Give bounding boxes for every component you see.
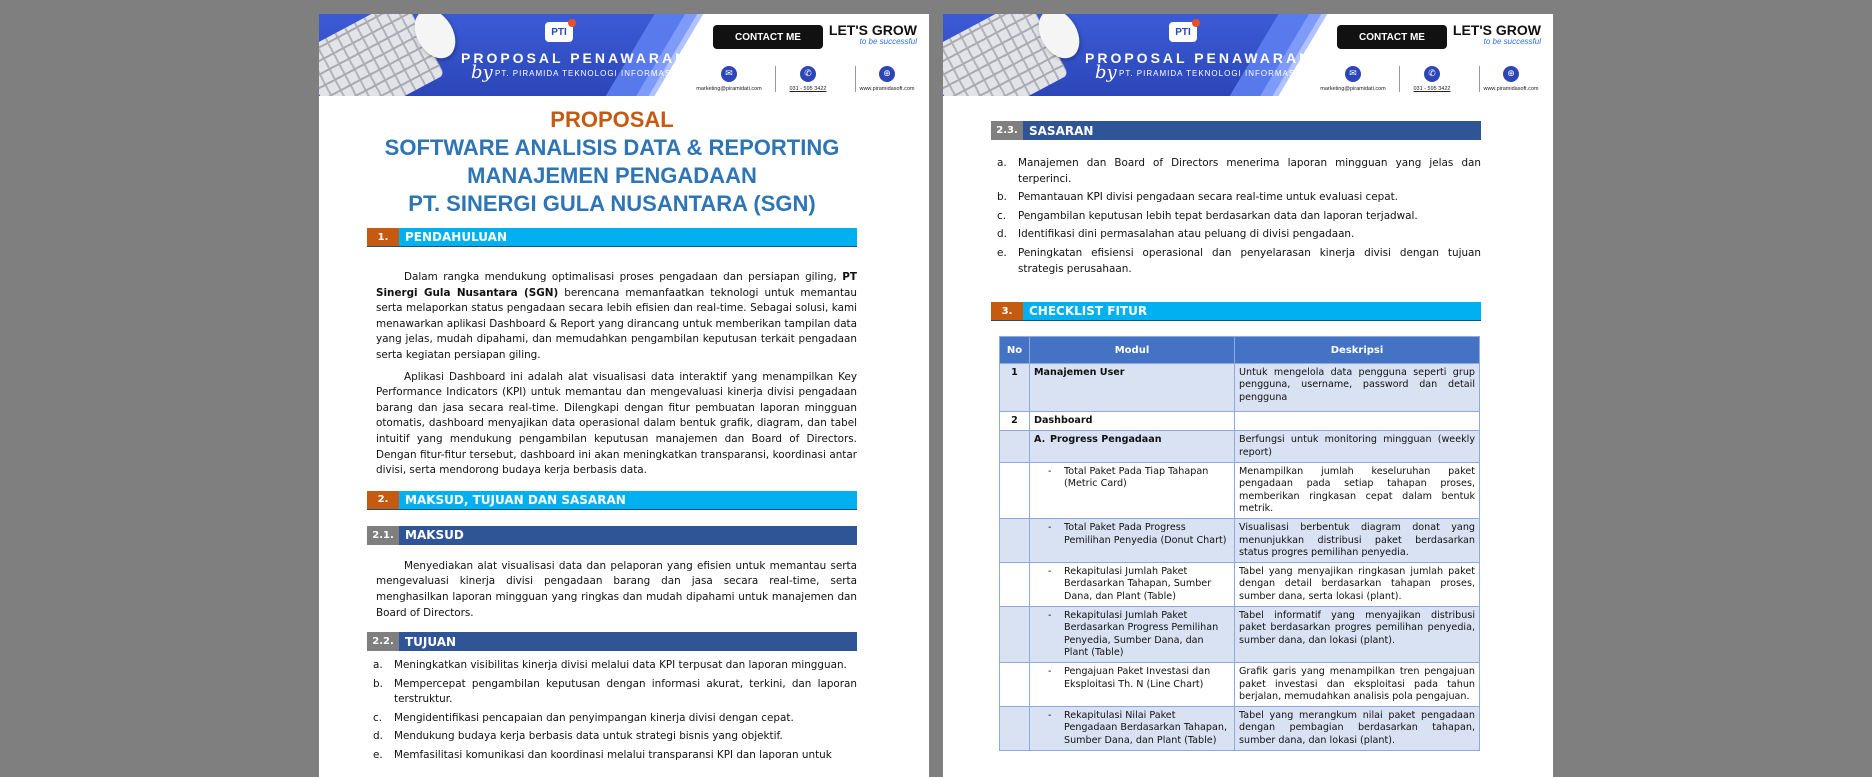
list-marker: c.	[373, 711, 383, 724]
module-name	[1030, 663, 1235, 707]
list-item	[991, 227, 1481, 243]
section-title: SASARAN	[1029, 123, 1094, 138]
list-item	[991, 209, 1481, 225]
list-marker: a.	[373, 659, 383, 672]
row-number: 2	[1000, 412, 1030, 431]
banner-by: by	[1095, 62, 1117, 83]
list-text: Manajemen dan Board of Directors menerima laporan mingguan yang jelas dan terperinci.	[1018, 157, 1481, 185]
module-name	[1030, 607, 1235, 663]
list-text: Mempercepat pengambilan keputusan dengan informasi akurat, terkini, dan laporan terstruktur.	[394, 677, 857, 706]
module-name	[1030, 431, 1235, 463]
globe-icon: ⊕	[879, 66, 895, 82]
text-run: berencana memanfaatkan teknologi untuk memantau serta melaporkan status pengadaan secara lebih efisien dan real-time. Sebagai solusi, kami menawarkan aplikasi Dashboard & Report yang dirancang untuk memberikan tampilan data yang jelas, mudah dipahami, dan memudahkan pengambilan keputusan terkait pengadaan serta kegiatan persiapan giling.	[376, 286, 857, 361]
bullet-dash: -	[1048, 522, 1052, 534]
column-header-deskripsi: Deskripsi	[1235, 337, 1480, 364]
client-name: PT Sinergi Gula Nusantara (SGN)	[376, 271, 857, 299]
module-name	[1030, 563, 1235, 607]
text-run: Dalam rangka mendukung optimalisasi proses pengadaan dan persiapan giling,	[404, 271, 843, 283]
module-name	[1030, 707, 1235, 751]
section-heading-1	[367, 228, 857, 247]
document-title	[367, 106, 857, 218]
section-heading-2-3	[991, 121, 1481, 140]
module-name	[1030, 519, 1235, 563]
table-row	[1000, 663, 1480, 707]
section-title: CHECKLIST FITUR	[1029, 304, 1148, 319]
title-line-3: MANAJEMEN PENGADAAN	[467, 163, 757, 188]
list-item	[991, 190, 1481, 206]
phone-icon: ✆	[1424, 66, 1440, 82]
list-marker: d.	[373, 730, 383, 743]
list-item	[991, 246, 1481, 277]
contact-phone: 031 - 595 3422	[789, 86, 827, 92]
tujuan-list	[367, 658, 857, 764]
list-text: Memfasilitasi komunikasi dan koordinasi melalui transparansi KPI dan laporan untuk	[394, 749, 832, 762]
section-number: 2.2.	[367, 632, 399, 651]
slogan-sub: to be successful	[1483, 37, 1541, 46]
section-heading-2-2	[367, 632, 857, 651]
module-name	[1030, 463, 1235, 519]
section-number: 2.1.	[367, 526, 399, 545]
banner-by: by	[471, 62, 493, 83]
module-description: Untuk mengelola data pengguna seperti grup pengguna, username, password dan detail pengguna	[1235, 364, 1480, 412]
contact-website: www.piramidasoft.com	[859, 86, 915, 92]
table-row	[1000, 463, 1480, 519]
list-item	[367, 658, 857, 674]
module-description: Visualisasi berbentuk diagram donat yang menunjukkan distribusi paket berdasarkan status progres pemilihan penyedia.	[1235, 519, 1480, 563]
section-heading-2-1	[367, 526, 857, 545]
list-marker: b.	[997, 191, 1007, 204]
slogan-sub: to be successful	[859, 37, 917, 46]
list-text: Mengidentifikasi pencapaian dan penyimpangan kinerja divisi dengan cepat.	[394, 711, 794, 724]
list-marker: e.	[997, 246, 1007, 259]
header-banner	[943, 14, 1553, 96]
row-number	[1000, 663, 1030, 707]
sub-module-name: Pengajuan Paket Investasi dan Eksploitasi Th. N (Line Chart)	[1064, 666, 1211, 690]
list-text: Meningkatkan visibilitas kinerja divisi melalui data KPI terpusat dan laporan mingguan.	[394, 659, 847, 672]
row-number	[1000, 519, 1030, 563]
list-text: Pengambilan keputusan lebih tepat berdasarkan data dan laporan terjadwal.	[1018, 209, 1418, 222]
section-heading-2	[367, 491, 857, 510]
title-line-4: PT. SINERGI GULA NUSANTARA (SGN)	[408, 191, 816, 216]
list-item	[367, 748, 857, 764]
header-banner	[319, 14, 929, 96]
intro-paragraph-2: Aplikasi Dashboard ini adalah alat visualisasi data interaktif yang menampilkan Key Performance Indicators (KPI) untuk memantau dan mengevaluasi kinerja divisi pengadaan barang dan jasa secara real-time. Dilengkapi dengan fitur pembuatan laporan mingguan otomatis, dashboard menyajikan data operasional dalam bentuk grafik, diagram, dan tabel intuitif yang mendukung pengambilan keputusan manajemen dan Board of Directors. Dengan fitur-fitur tersebut, dashboard ini akan meningkatkan transparansi, koordinasi antar divisi, serta mendorong budaya kerja berbasis data.	[376, 370, 857, 477]
table-row	[1000, 563, 1480, 607]
bullet-dash: -	[1048, 566, 1052, 578]
contact-me-button[interactable]: CONTACT ME	[1337, 25, 1447, 49]
sub-module-name: Rekapitulasi Jumlah Paket Berdasarkan Progress Pemilihan Penyedia, Sumber Dana, dan Plant (Table)	[1064, 610, 1219, 658]
module-description: Menampilkan jumlah keseluruhan paket pengadaan pada setiap tahapan proses, memberikan ringkasan cepat dalam bentuk metrik.	[1235, 463, 1480, 519]
list-text: Mendukung budaya kerja berbasis data untuk strategi bisnis yang objektif.	[394, 730, 783, 743]
row-number	[1000, 707, 1030, 751]
sub-module-name: Rekapitulasi Nilai Paket Pengadaan Berdasarkan Tahapan, Sumber Dana, dan Plant (Table)	[1064, 710, 1228, 746]
list-marker: d.	[997, 228, 1007, 241]
module-name: Manajemen User	[1030, 364, 1235, 412]
title-line-2: SOFTWARE ANALISIS DATA & REPORTING	[384, 135, 840, 160]
banner-title: PROPOSAL PENAWARAN	[1085, 50, 1313, 66]
module-description: Tabel yang menyajikan ringkasan jumlah paket dengan detail berdasarkan tahapan proses, sumber dana, serta lokasi (plant).	[1235, 563, 1480, 607]
module-description: Grafik garis yang menampilkan tren pengajuan paket investasi dan eksploitasi pada tahun berjalan, memudahkan analisis pola pengajuan.	[1235, 663, 1480, 707]
module-description: Tabel informatif yang menyajikan distribusi paket berdasarkan progres pemilihan penyedia, sumber dana, dan lokasi (plant).	[1235, 607, 1480, 663]
bullet-dash: -	[1048, 610, 1052, 622]
list-item	[367, 711, 857, 727]
document-page-2	[943, 14, 1553, 777]
page2-content	[991, 121, 1481, 751]
sub-module-name: Total Paket Pada Progress Pemilihan Penyedia (Donut Chart)	[1064, 522, 1227, 546]
list-item	[991, 156, 1481, 187]
section-number: 3.	[991, 302, 1023, 320]
company-logo: PTI	[545, 22, 573, 42]
table-row	[1000, 364, 1480, 412]
section-number: 1.	[367, 228, 399, 246]
section-number: 2.3.	[991, 121, 1023, 140]
banner-title: PROPOSAL PENAWARAN	[461, 50, 689, 66]
section-title: MAKSUD, TUJUAN DAN SASARAN	[405, 492, 626, 507]
row-number	[1000, 563, 1030, 607]
module-description	[1235, 412, 1480, 431]
contact-website: www.piramidasoft.com	[1483, 86, 1539, 92]
row-number	[1000, 463, 1030, 519]
slogan-main: LET'S GROW	[1452, 22, 1541, 38]
email-icon: ✉	[1345, 66, 1361, 82]
row-number	[1000, 607, 1030, 663]
slogan-main: LET'S GROW	[828, 22, 917, 38]
column-header-modul: Modul	[1030, 337, 1235, 364]
row-number: 1	[1000, 364, 1030, 412]
list-text: Peningkatan efisiensi operasional dan penyelarasan kinerja divisi dengan tujuan strategis perusahaan.	[1018, 246, 1481, 275]
page1-content	[367, 106, 857, 767]
table-row	[1000, 707, 1480, 751]
contact-me-button[interactable]: CONTACT ME	[713, 25, 823, 49]
list-marker: e.	[373, 749, 383, 762]
table-row	[1000, 431, 1480, 463]
list-text: Pemantauan KPI divisi pengadaan secara real-time untuk evaluasi cepat.	[1018, 191, 1398, 204]
section-title: PENDAHULUAN	[405, 230, 507, 244]
contact-email: marketing@piramidati.com	[1320, 86, 1386, 92]
contact-email: marketing@piramidati.com	[696, 86, 762, 92]
section-heading-3	[991, 302, 1481, 321]
table-header-row	[1000, 337, 1480, 364]
list-item	[367, 677, 857, 708]
banner-company: PT. PIRAMIDA TEKNOLOGI INFORMASI	[495, 69, 675, 78]
sub-module-name: Progress Pengadaan	[1050, 434, 1162, 446]
module-name: Dashboard	[1030, 412, 1235, 431]
sub-module-name: Total Paket Pada Tiap Tahapan (Metric Card)	[1064, 466, 1209, 490]
list-marker: a.	[997, 157, 1007, 169]
globe-icon: ⊕	[1503, 66, 1519, 82]
table-row	[1000, 607, 1480, 663]
list-text: Identifikasi dini permasalahan atau peluang di divisi pengadaan.	[1018, 228, 1355, 241]
company-logo: PTI	[1169, 22, 1197, 42]
list-item	[367, 729, 857, 745]
module-description: Berfungsi untuk monitoring mingguan (weekly report)	[1235, 431, 1480, 463]
sub-letter: A.	[1034, 434, 1046, 446]
email-icon: ✉	[721, 66, 737, 82]
bullet-dash: -	[1048, 710, 1052, 722]
section-number: 2.	[367, 491, 399, 509]
sasaran-list	[991, 156, 1481, 277]
phone-icon: ✆	[800, 66, 816, 82]
column-header-no: No	[1000, 337, 1030, 364]
banner-company: PT. PIRAMIDA TEKNOLOGI INFORMASI	[1119, 69, 1299, 78]
document-page-1	[319, 14, 929, 777]
table-row	[1000, 412, 1480, 431]
list-marker: b.	[373, 677, 383, 690]
bullet-dash: -	[1048, 466, 1052, 478]
feature-checklist-table	[999, 336, 1480, 751]
title-proposal: PROPOSAL	[550, 107, 674, 132]
intro-paragraph-1	[367, 270, 857, 364]
sub-module-name: Rekapitulasi Jumlah Paket Berdasarkan Tahapan, Sumber Dana, dan Plant (Table)	[1064, 566, 1212, 602]
contact-phone: 031 - 595 3422	[1413, 86, 1451, 92]
section-title: MAKSUD	[405, 528, 464, 543]
table-row	[1000, 519, 1480, 563]
maksud-paragraph: Menyediakan alat visualisasi data dan pelaporan yang efisien untuk memantau serta mengevaluasi kinerja divisi pengadaan barang dan jasa secara real-time, serta menghasilkan laporan mingguan yang ringkas dan mudah dipahami untuk manajemen dan Board of Directors.	[376, 559, 857, 619]
list-marker: c.	[997, 209, 1007, 222]
row-number	[1000, 431, 1030, 463]
section-title: TUJUAN	[405, 634, 457, 649]
bullet-dash: -	[1048, 666, 1052, 678]
module-description: Tabel yang merangkum nilai paket pengadaan dengan pembagian berdasarkan tahapan, sumber dana, dan lokasi (plant).	[1235, 707, 1480, 751]
